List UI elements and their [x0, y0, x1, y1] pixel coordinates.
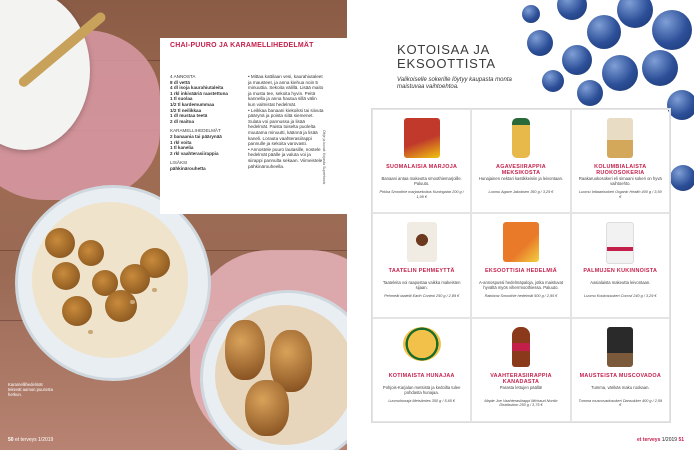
folio-left [8, 437, 53, 443]
product-desc: Aasialaista makeutta leivontaan. [590, 280, 651, 286]
product-name: KOTIMAISTA HUNAJAA [388, 372, 455, 379]
photo-credit: Ohje ja kuvat: Kirjasta Superfoods [322, 130, 326, 185]
magazine-name: et terveys [14, 437, 37, 443]
product-price: Maple Joe Vaahterasiirappi Michaud Nordic Distribution 250 g / 3,75 € [484, 398, 558, 408]
product-desc: A-annospussi hedelmäpaloja, jotka maistuvat hyvältä myös viherrmoothiessa. Paluuto. [478, 280, 563, 291]
caramel-pear [225, 320, 265, 380]
ingredient-line: 1/2 tl neilikkaa [170, 107, 202, 113]
product-desc: Banaani antaa makeutta smoothiemarjoille. Paluuto. [381, 176, 462, 186]
ingredient-line: 1 rkl inkivääriä raastettuna [170, 90, 228, 96]
right-page [347, 0, 694, 450]
product-card [571, 213, 670, 317]
ingredient-line: 1 dl mustaa teetä [170, 113, 208, 119]
product-name: PALMUJEN KUKINNOISTA [583, 268, 658, 275]
product-price: Rainbow Smoothie hedelmät 500 g / 2,95 € [484, 294, 558, 299]
product-price: Luomu Kookossokeri Cocovi 240 g / 3,29 € [584, 294, 657, 299]
walnut-piece [130, 300, 135, 304]
product-price: Luomu Agave Jakobsen 350 g / 3,29 € [488, 190, 554, 194]
product-card [372, 318, 471, 422]
walnut-piece [88, 330, 93, 334]
product-desc: Pohjois-Karjalan metsistä ja kedoilta tulee pohdasta hunajaa. [382, 384, 461, 395]
product-card [471, 318, 570, 422]
blueberry [527, 30, 553, 56]
page-title: KOTOISAA JA EKSOOTTISTA [397, 42, 496, 71]
serves-label: 4 ANNOSTA [170, 74, 196, 79]
product-price: Tumma muscovadosokeri Dansukker 400 g / 2,59 € [578, 398, 663, 408]
product-name: SUOMALAISIA MARJOJA [386, 164, 458, 170]
method-text: Mittaa kattilaan vesi, kaurahiutaleet ja mausteet, ja anna kiehua noin 5 minuuttia. Sekoita välillä. Lisää maito ja musta tee, sekoita hyvin. Peitä kannella ja anna hautua sillä välin kun valmistat hedelmät. [248, 74, 324, 107]
method-step: • Mittaa kattilaan vesi, kaurahiutaleet ja mausteet, ja anna kiehua noin 5 minuuttia. Sekoita välillä. Lisää maito ja musta tee, sekoita hyvin. Peitä kannella ja anna hautua sillä välin kun valmistat hedelmät. [248, 74, 324, 107]
product-price: Luomu Intiaanisokeri Organic Health 400 g / 3,59 € [579, 190, 662, 199]
photo-caption: Karamellihedelmät tekevät aamun puurosta herkun. [8, 382, 53, 397]
blueberry [652, 10, 692, 50]
caramel-banana [105, 290, 137, 322]
page-subtitle: Valikoiselle sokerille löytyy kaupasta monta maistuvaa vaihtoehtoa. [397, 77, 512, 90]
caramel-banana [78, 240, 104, 266]
ingredient-line: 1 rkl voita [170, 139, 192, 145]
method-step: • Annostele puuro lautasille, nostele hedelmät päälle ja valuta voi ja siirappi pannulta sekaan. Viimeistele pähkinärouheella. [248, 146, 323, 169]
caramel-banana [45, 228, 75, 258]
ingredient-line: 1/2 tl kardemummaa [170, 101, 215, 107]
caramel-heading: KARAMELLIHEDELMÄT [170, 128, 221, 134]
ingredient-line: 2 rkl vaahterasiirappia [170, 150, 219, 156]
product-desc: Raakaruokosokeri eli simaani sokeri on hyvä vaihtoehto. [578, 176, 662, 186]
walnut-piece [152, 288, 157, 292]
product-image [404, 118, 440, 158]
issue-label: 1/2019 [661, 437, 678, 443]
ingredient-line: 4 dl isoja kaurahiutaleita [170, 85, 224, 91]
recipe-title: CHAI-PUURO JA KARAMELLIHEDELMÄT [170, 42, 314, 49]
blueberry [670, 165, 694, 191]
product-desc: Parasta lettujen päällä! [499, 384, 543, 390]
product-image [503, 222, 539, 262]
caramel-banana [52, 262, 80, 290]
caramel-banana [62, 296, 92, 326]
blueberry [642, 50, 678, 86]
page-number: 51 [678, 437, 684, 443]
product-price: Pehmeät taatelit Earth Control 250 g / 2,89 € [384, 294, 460, 299]
magazine-name: et terveys [637, 437, 661, 443]
product-name: TAATELIN PEHMEYTTÄ [388, 268, 455, 275]
product-card [571, 109, 670, 213]
blueberry [562, 45, 592, 75]
product-image [512, 327, 530, 367]
product-card [571, 318, 670, 422]
product-image [403, 327, 441, 361]
product-grid [371, 108, 671, 423]
issue-label: 1/2019 [38, 437, 54, 443]
method-column [248, 74, 324, 169]
blueberry [617, 0, 653, 28]
ingredient-line: 2 banaania tai päärynää [170, 133, 222, 139]
blueberry [667, 90, 694, 120]
blueberry [542, 70, 564, 92]
method-step: • Leikkaa banaani kiekoiksi tai siivuta päärynä ja poista siitä siemenet. Sulata voi pannussa ja lisää hedelmät. Paista toiselta puolelta muutama minuutti, käännä ja lisää kaneli. Lorauta vaahterasiirappi pannulle ja sekoita varovasti. [248, 107, 324, 147]
product-desc: Hunajainen nektari kastikkeisiin ja leivontaan. [478, 176, 564, 181]
product-image [607, 118, 633, 158]
blueberry [557, 0, 587, 20]
product-name: KOLUMBIALAISTA RUOKOSOKERIA [594, 164, 647, 176]
page-number: 50 [8, 437, 14, 443]
product-name: MAUSTEISTA MUSCOVADOA [579, 372, 662, 379]
product-desc: Taateleita voi raapustaa vaikka makeisten sijaan. [382, 280, 461, 291]
product-name: VAAHTERASIIRAPPIA KANADASTA [490, 372, 552, 385]
ingredient-line: 1 tl kanelia [170, 145, 194, 151]
ingredient-line: 1 tl suolaa [170, 96, 193, 102]
product-image [607, 327, 633, 367]
blueberry [522, 5, 540, 23]
product-price: Luomuhunaja Metsämies 350 g / 5,65 € [388, 398, 456, 403]
ingredient-line: pähkinärouhetta [170, 165, 206, 171]
method-text: Leikkaa banaani kiekoiksi tai siivuta päärynä ja poista siitä siemenet. Sulata voi pannussa ja lisää hedelmät. Paista toiselta puolelta muutama minuutti, käännä ja lisää kaneli. Lorauta vaahterasiirappi pannulle ja sekoita varovasti. [248, 107, 324, 147]
product-card [471, 213, 570, 317]
product-price: Pirkka Smoothie marjasekoitus Kuningatar 200 g / 1,99 € [379, 190, 464, 199]
caramel-pear [245, 380, 289, 436]
product-card [372, 213, 471, 317]
ingredient-line: 2 dl maitoa [170, 118, 194, 124]
blueberry [602, 55, 638, 91]
ingredients-column [170, 74, 240, 172]
product-image [407, 222, 437, 262]
product-name: AGAVESIIRAPPIA MEKSIKOSTA [496, 164, 546, 176]
blueberry [587, 15, 621, 49]
product-image [606, 222, 634, 264]
folio-right [637, 437, 684, 443]
method-text: Annostele puuro lautasille, nostele hedelmät päälle ja valuta voi ja siirappi pannulta sekaan. Viimeistele pähkinärouheella. [248, 146, 323, 169]
product-name: EKSOOTTISIA HEDELMIÄ [484, 268, 557, 275]
blueberry [577, 80, 603, 106]
extra-heading: LISÄKSI [170, 160, 188, 166]
product-card [471, 109, 570, 213]
product-image [512, 118, 530, 158]
product-card [372, 109, 471, 213]
recipe-card [160, 38, 347, 214]
ingredient-line: 8 dl vettä [170, 79, 190, 85]
product-desc: Tumma, värikäs maku ruokaan. [591, 384, 650, 390]
